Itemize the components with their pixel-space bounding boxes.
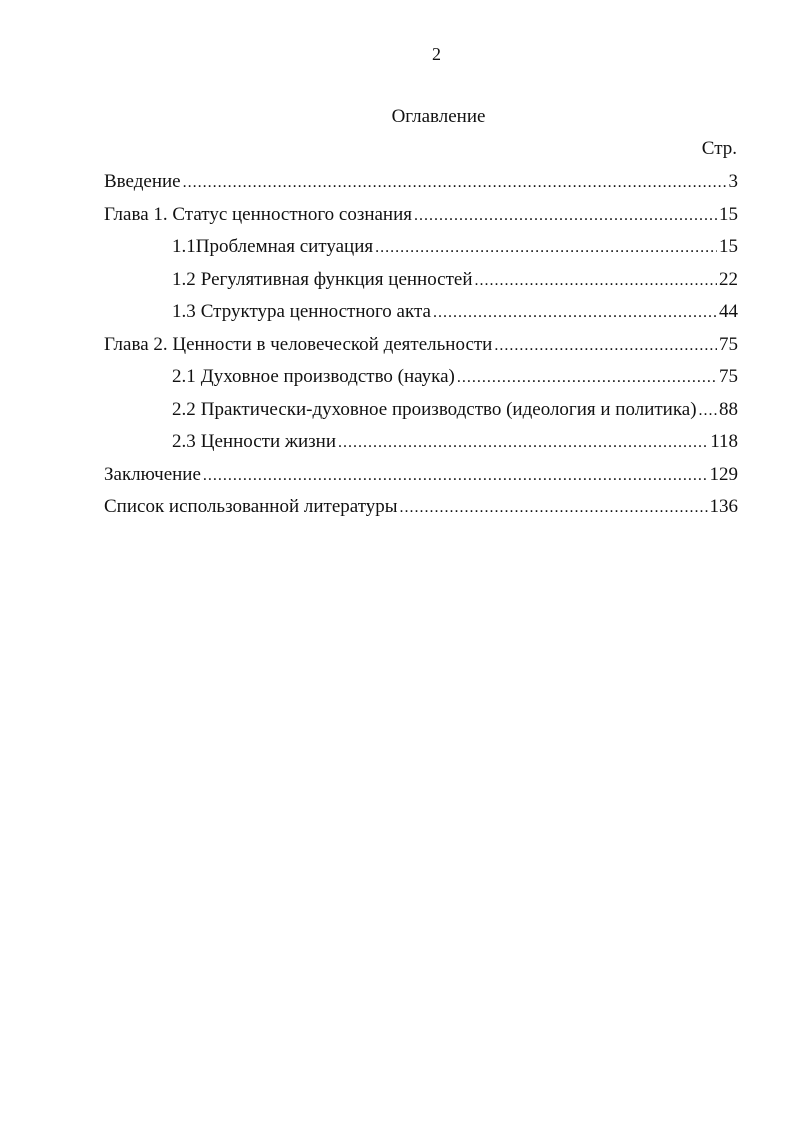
toc-entry-bibliography bbox=[104, 495, 738, 528]
toc-entry-label: Духовное производство (наука) bbox=[200, 366, 455, 387]
toc-entry-page: 15 bbox=[719, 236, 738, 257]
toc-entry-number: 1.3 bbox=[172, 301, 196, 322]
toc-title: Оглавление bbox=[391, 106, 486, 127]
toc-entry-introduction bbox=[104, 170, 738, 203]
toc-entry-section-2-2 bbox=[104, 398, 738, 431]
page-number: 2 bbox=[432, 44, 441, 64]
toc-entry-section-1-3 bbox=[104, 300, 738, 333]
toc-entry-label: Заключение bbox=[104, 463, 201, 485]
toc-entry-label: Регулятивная функция ценностей bbox=[200, 268, 473, 290]
toc-entry-page: 44 bbox=[719, 301, 738, 322]
toc-entry-number: 1.1 bbox=[172, 236, 196, 257]
toc-entry-section-1-2 bbox=[104, 268, 738, 301]
dot-leader bbox=[457, 366, 717, 390]
toc-entry-label: Проблемная ситуация bbox=[195, 236, 374, 257]
dot-leader bbox=[494, 334, 717, 358]
toc-entry-page: 129 bbox=[709, 463, 738, 485]
toc-entry-page: 75 bbox=[719, 333, 738, 355]
toc-entry-page: 15 bbox=[719, 203, 738, 225]
toc-entry-number: 2.3 bbox=[172, 431, 196, 452]
toc-entry-label: Структура ценностного акта bbox=[200, 301, 431, 322]
toc-entry-section-1-1 bbox=[104, 235, 738, 268]
dot-leader bbox=[338, 431, 708, 455]
toc-entry-number: 2.1 bbox=[172, 366, 196, 387]
dot-leader bbox=[433, 301, 717, 325]
toc-entry-page: 88 bbox=[719, 398, 738, 420]
toc-entry-label: Глава 2. Ценности в человеческой деятельности bbox=[104, 333, 493, 355]
dot-leader bbox=[183, 171, 727, 195]
toc-entry-page: 3 bbox=[728, 171, 738, 192]
toc-entry-chapter-2 bbox=[104, 333, 738, 366]
dot-leader bbox=[699, 399, 717, 423]
toc-entry-page: 75 bbox=[719, 366, 738, 387]
dot-leader bbox=[414, 204, 717, 228]
dot-leader bbox=[475, 269, 717, 293]
toc-entry-section-2-1 bbox=[104, 365, 738, 398]
toc-entry-label: Практически-духовное производство (идеология и политика) bbox=[200, 398, 697, 420]
dot-leader bbox=[375, 236, 717, 260]
dot-leader bbox=[400, 496, 708, 520]
toc-entry-label: Введение bbox=[104, 171, 181, 192]
page-column-header: Стр. bbox=[701, 138, 737, 159]
toc-entry-label: Ценности жизни bbox=[200, 431, 337, 452]
toc-entry-label: Список использованной литературы bbox=[104, 496, 398, 517]
toc-entry-number: 1.2 bbox=[172, 268, 196, 290]
toc-entry-conclusion bbox=[104, 463, 738, 496]
toc-entry-page: 136 bbox=[709, 496, 738, 517]
dot-leader bbox=[203, 464, 708, 488]
toc-entry-chapter-1 bbox=[104, 203, 738, 236]
toc-entry-number: 2.2 bbox=[172, 398, 196, 420]
toc-entry-label: Глава 1. Статус ценностного сознания bbox=[104, 203, 413, 225]
toc-entry-page: 118 bbox=[710, 431, 738, 452]
toc-entry-page: 22 bbox=[719, 268, 738, 290]
toc-entry-section-2-3 bbox=[104, 430, 738, 463]
table-of-contents bbox=[104, 170, 738, 528]
